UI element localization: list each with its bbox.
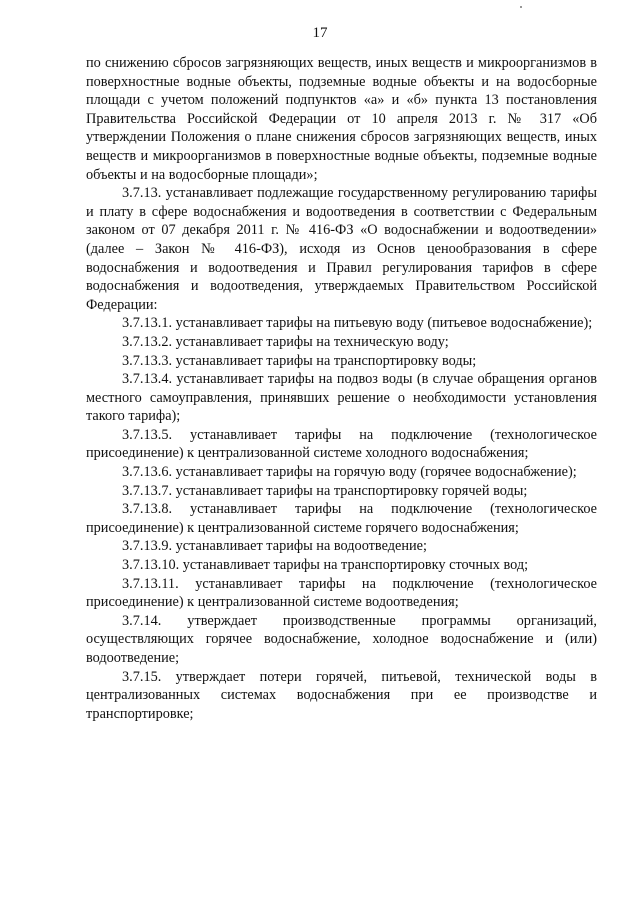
paragraph-3-7-13: 3.7.13. устанавливает подлежащие государственному регулированию тарифы и плату в сфере водоснабжения и водоотведения в соответствии с Федеральным законом от 07 декабря 2011 г. № 416-ФЗ «О водоснабжении и водоотведении» (далее – Закон № 416-ФЗ), исходя из Основ ценообразования в сфере водоснабжения и водоотведения и Правил регулирования тарифов в сфере водоснабжения и водоотведения, утверждаемых Правительством Российской Федерации: <box>86 185 597 313</box>
paragraph-3-7-14: 3.7.14. утверждает производственные программы организаций, осуществляющих горячее водоснабжение, холодное водоснабжение и (или) водоотведение; <box>86 612 597 666</box>
paragraph-3-7-13-4: 3.7.13.4. устанавливает тарифы на подвоз воды (в случае обращения органов местного самоуправления, принявших решение о необходимости установления такого тарифа); <box>86 371 597 425</box>
paragraph-3-7-13-3: 3.7.13.3. устанавливает тарифы на транспортировку воды; <box>122 352 477 369</box>
paragraph-3-7-13-5: 3.7.13.5. устанавливает тарифы на подключение (технологическое присоединение) к централизованной системе холодного водоснабжения; <box>86 426 597 462</box>
document-body <box>86 54 597 723</box>
paragraph-3-7-13-7: 3.7.13.7. устанавливает тарифы на транспортировку горячей воды; <box>122 482 528 499</box>
paragraph-continuation: по снижению сбросов загрязняющих веществ, иных веществ и микроорганизмов в поверхностные водные объекты, подземные водные объекты и на водосборные площади с учетом положений подпунктов «а» и «б» пункта 13 постановления Правительства Российской Федерации от 10 апреля 2013 г. № 317 «Об утверждении Положения о плане снижения сбросов загрязняющих веществ, иных веществ и микроорганизмов в поверхностные водные объекты, подземные водные объекты и на водосборные площади»; <box>86 55 597 183</box>
scan-speck <box>520 6 522 8</box>
paragraph-3-7-13-8: 3.7.13.8. устанавливает тарифы на подключение (технологическое присоединение) к централизованной системе горячего водоснабжения; <box>86 501 597 536</box>
paragraph-3-7-13-10: 3.7.13.10. устанавливает тарифы на транспортировку сточных вод; <box>122 557 529 574</box>
page-number: 17 <box>312 25 328 41</box>
paragraph-3-7-13-11: 3.7.13.11. устанавливает тарифы на подключение (технологическое присоединение) к централизованной системе водоотведения; <box>86 575 597 611</box>
paragraph-3-7-13-6: 3.7.13.6. устанавливает тарифы на горячую воду (горячее водоснабжение); <box>122 464 577 481</box>
paragraph-3-7-15: 3.7.15. утверждает потери горячей, питьевой, технической воды в централизованных системах водоснабжения при ее производстве и транспортировке; <box>86 668 597 722</box>
paragraph-3-7-13-9: 3.7.13.9. устанавливает тарифы на водоотведение; <box>122 538 427 555</box>
paragraph-3-7-13-2: 3.7.13.2. устанавливает тарифы на техническую воду; <box>122 333 449 350</box>
paragraph-3-7-13-1: 3.7.13.1. устанавливает тарифы на питьевую воду (питьевое водоснабжение); <box>122 315 593 332</box>
